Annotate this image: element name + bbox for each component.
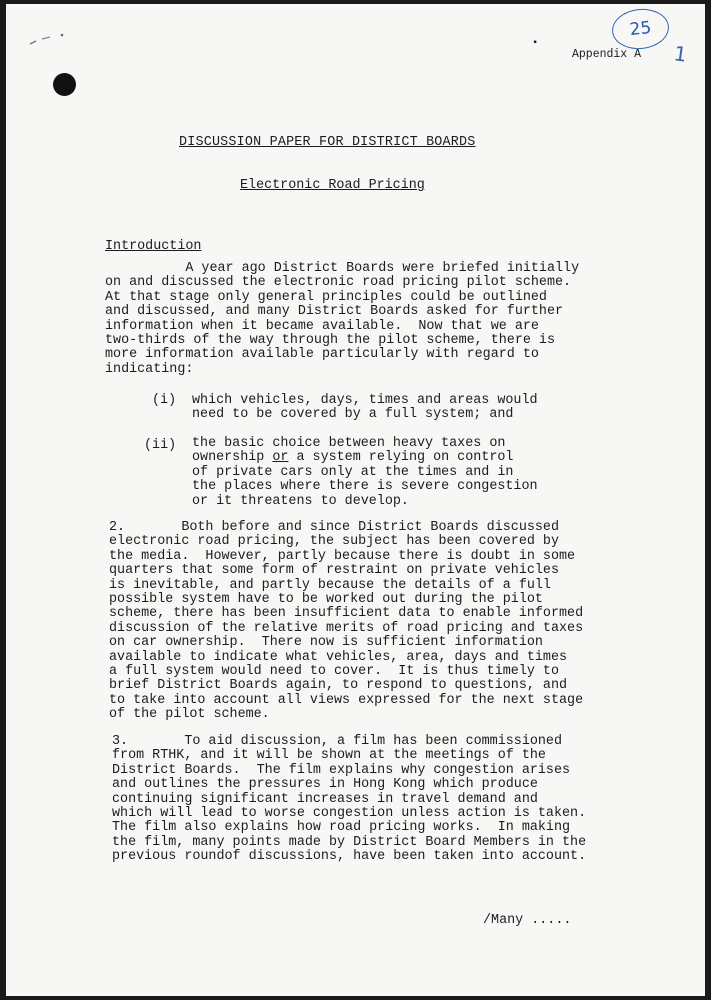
emphasis-or: or (272, 450, 289, 466)
document-title: DISCUSSION PAPER FOR DISTRICT BOARDS (179, 135, 476, 150)
paragraph-2: 2. Both before and since District Boards discussed electronic road pricing, the subject has been covered by the media. However, partly because there is doubt in some quarters that some form of restraint on private vehicles is inevitable, and partly because the details of a full possible system have to be worked out during the pilot scheme, there has been insufficient data to enable informed discussion of the relative merits of road pricing and taxes on car ownership. There now is sufficient information available to indicate what vehicles, area, days and times a full system would need to cover. It is thus timely to brief District Boards again, to respond to questions, and to take into account all views expressed for the next stage of the pilot scheme. (109, 520, 584, 723)
punch-hole (53, 73, 76, 96)
list-item-text: which vehicles, days, times and areas would need to be covered by a full system; and (192, 393, 538, 423)
document-page (6, 4, 705, 996)
paragraph-1: A year ago District Boards were briefed initially on and discussed the electronic road pricing pilot scheme. At that stage only general principles could be outlined and discussed, and many District Boards asked for further information when it became available. Now that we are two-thirds of the way through the pilot scheme, there is more information available particularly with regard to indicating: (105, 261, 580, 377)
appendix-label: Appendix A (572, 48, 642, 61)
list-item-label: (ii) (144, 438, 177, 453)
continuation-marker: /Many ..... (483, 913, 572, 928)
handwritten-mark: 1 (672, 41, 689, 67)
folio-stamp (610, 6, 671, 52)
paper-specks (28, 30, 78, 50)
document-subtitle: Electronic Road Pricing (240, 178, 425, 193)
list-item-text-end: a system relying on control of private cars only at the times and in the places where there is severe congestion or it threatens to develop. (192, 450, 538, 509)
tick-mark: ▪ (532, 38, 539, 49)
paragraph-3: 3. To aid discussion, a film has been commissioned from RTHK, and it will be shown at the meetings of the District Boards. The film explains why congestion arises and outlines the pressures in Hong Kong which produce continuing significant increases in travel demand and which will lead to worse congestion unless action is taken. The film also explains how road pricing works. In making the film, many points made by District Board Members in the previous roundof discussions, have been taken into account. (112, 734, 587, 865)
list-item-label: (i) (152, 393, 177, 408)
list-item-text-start: the basic choice between heavy taxes on ownership (192, 436, 506, 466)
folio-number: 25 (628, 17, 653, 41)
list-item-text (192, 437, 538, 509)
section-heading: Introduction (105, 239, 202, 254)
